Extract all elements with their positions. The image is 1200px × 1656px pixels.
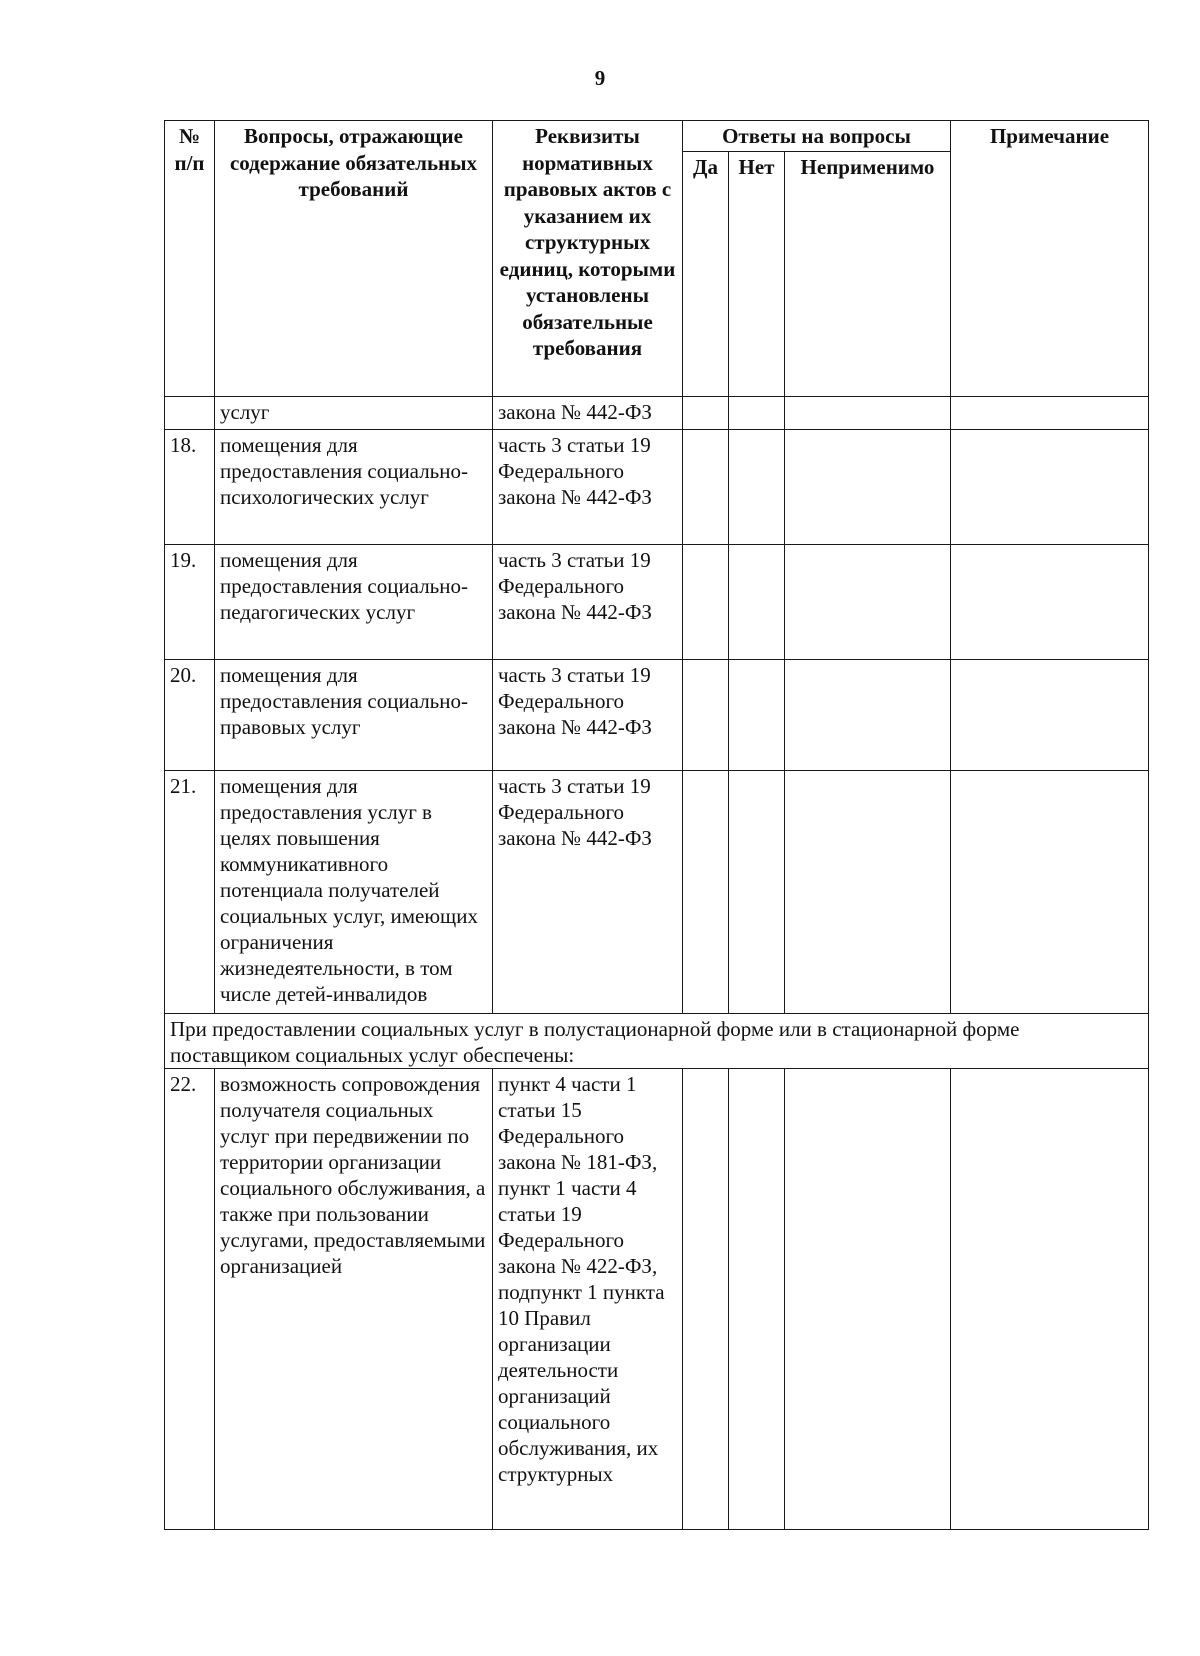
note-cell[interactable] [951, 397, 1149, 430]
answer-yes-cell[interactable] [683, 771, 729, 1014]
answer-yes-cell[interactable] [683, 430, 729, 545]
answer-no-cell[interactable] [729, 545, 785, 660]
header-note: Примечание [951, 121, 1149, 397]
answer-not-applicable-cell[interactable] [785, 545, 951, 660]
table-row [165, 397, 1149, 430]
note-cell[interactable] [951, 430, 1149, 545]
row-question: услуг [215, 397, 493, 430]
answer-no-cell[interactable] [729, 771, 785, 1014]
row-requisites: часть 3 статьи 19 Федерального закона № 442-ФЗ [493, 430, 683, 545]
header-answers: Ответы на вопросы [683, 121, 951, 152]
header-no: Нет [729, 152, 785, 397]
answer-not-applicable-cell[interactable] [785, 397, 951, 430]
row-requisites: часть 3 статьи 19 Федерального закона № 442-ФЗ [493, 660, 683, 771]
row-question: возможность сопровождения получателя социальных услуг при передвижении по территории организации социального обслуживания, а также при пользовании услугами, предоставляемыми организацией [215, 1069, 493, 1530]
answer-no-cell[interactable] [729, 397, 785, 430]
row-requisites: часть 3 статьи 19 Федерального закона № 442-ФЗ [493, 545, 683, 660]
answer-yes-cell[interactable] [683, 545, 729, 660]
row-question: помещения для предоставления услуг в целях повышения коммуникативного потенциала получателей социальных услуг, имеющих ограничения жизнедеятельности, в том числе детей-инвалидов [215, 771, 493, 1014]
section-heading-row [165, 1014, 1149, 1069]
note-cell[interactable] [951, 545, 1149, 660]
note-cell[interactable] [951, 771, 1149, 1014]
table-row [165, 545, 1149, 660]
answer-no-cell[interactable] [729, 1069, 785, 1530]
row-num: 20. [165, 660, 215, 771]
header-row [165, 121, 1149, 152]
header-num: № п/п [165, 121, 215, 397]
answer-yes-cell[interactable] [683, 397, 729, 430]
answer-yes-cell[interactable] [683, 1069, 729, 1530]
row-requisites: пункт 4 части 1 статьи 15 Федерального закона № 181-ФЗ, пункт 1 части 4 статьи 19 Федерального закона № 422-ФЗ, подпункт 1 пункта 10 Правил организации деятельности организаций социального обслуживания, их структурных [493, 1069, 683, 1530]
row-question: помещения для предоставления социально-психологических услуг [215, 430, 493, 545]
row-question: помещения для предоставления социально-правовых услуг [215, 660, 493, 771]
answer-not-applicable-cell[interactable] [785, 771, 951, 1014]
row-num: 21. [165, 771, 215, 1014]
table-row [165, 430, 1149, 545]
row-num [165, 397, 215, 430]
note-cell[interactable] [951, 1069, 1149, 1530]
table-row [165, 1069, 1149, 1530]
row-question: помещения для предоставления социально-педагогических услуг [215, 545, 493, 660]
section-heading: При предоставлении социальных услуг в полустационарной форме или в стационарной форме поставщиком социальных услуг обеспечены: [165, 1014, 1149, 1069]
note-cell[interactable] [951, 660, 1149, 771]
answer-not-applicable-cell[interactable] [785, 1069, 951, 1530]
answer-not-applicable-cell[interactable] [785, 660, 951, 771]
answer-not-applicable-cell[interactable] [785, 430, 951, 545]
header-requisites: Реквизиты нормативных правовых актов с указанием их структурных единиц, которыми установлены обязательные требования [493, 121, 683, 397]
row-requisites: часть 3 статьи 19 Федерального закона № 442-ФЗ [493, 771, 683, 1014]
header-yes: Да [683, 152, 729, 397]
row-num: 19. [165, 545, 215, 660]
header-not-applicable: Неприменимо [785, 152, 951, 397]
answer-no-cell[interactable] [729, 660, 785, 771]
page-number: 9 [594, 66, 606, 90]
answer-no-cell[interactable] [729, 430, 785, 545]
answer-yes-cell[interactable] [683, 660, 729, 771]
header-question: Вопросы, отражающие содержание обязательных требований [215, 121, 493, 397]
row-num: 18. [165, 430, 215, 545]
table-row [165, 660, 1149, 771]
row-requisites: закона № 442-ФЗ [493, 397, 683, 430]
checklist-table [164, 120, 1149, 1530]
row-num: 22. [165, 1069, 215, 1530]
table-row [165, 771, 1149, 1014]
